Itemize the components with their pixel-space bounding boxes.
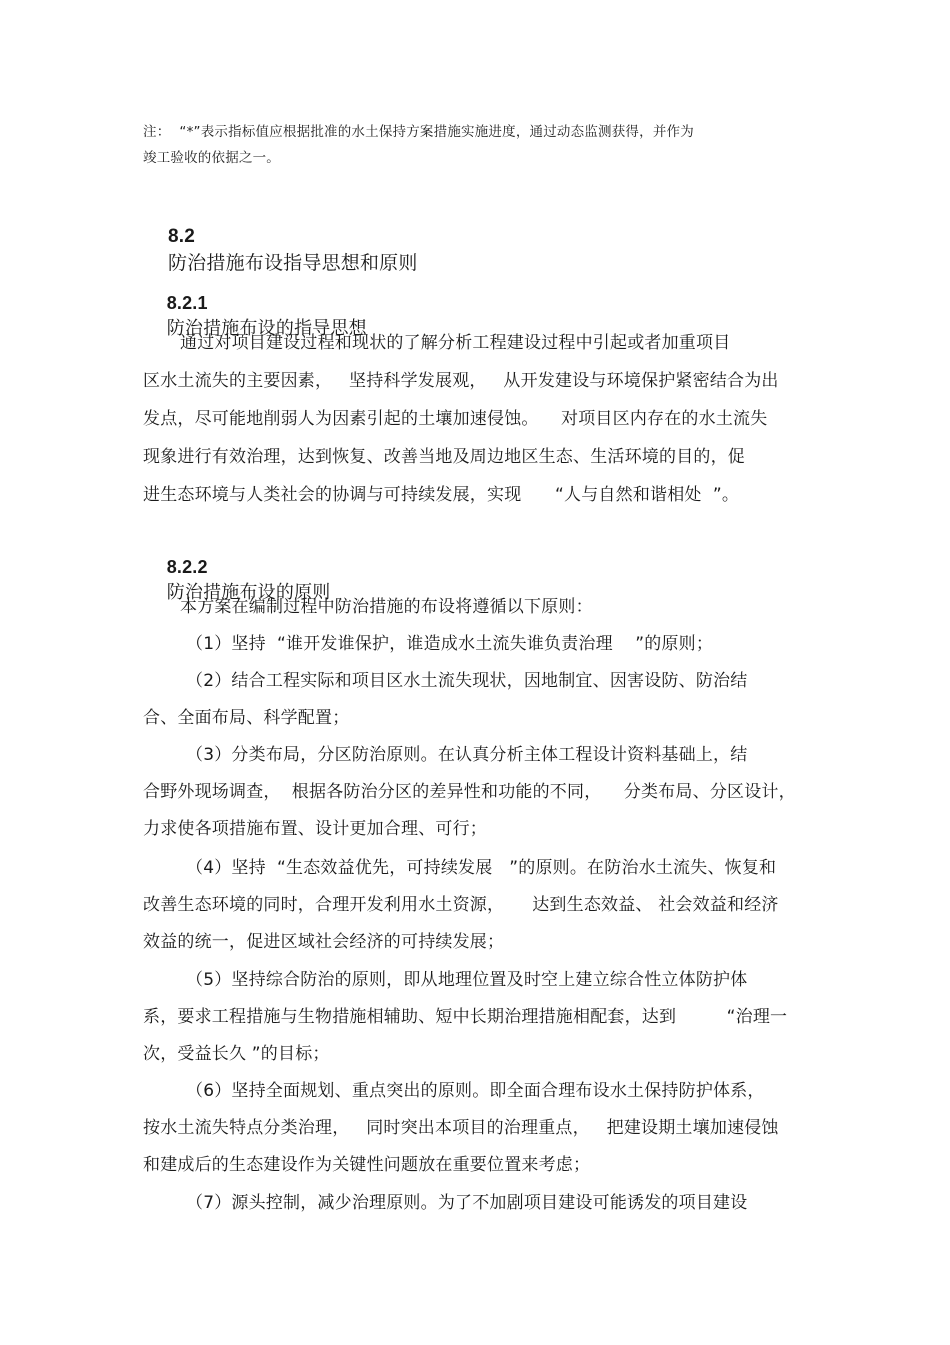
list-item-6-cont: 按水土流失特点分类治理， 同时突出本项目的治理重点， 把建设期土壤加速侵蚀 [143,1118,779,1138]
paragraph-line: 本方案在编制过程中防治措施的布设将遵循以下原则： [180,597,593,617]
list-item-3-cont: 合野外现场调查， 根据各防治分区的差异性和功能的不同， 分类布局、分区设计， [143,782,796,802]
list-item-4: （4）坚持 “生态效益优先，可持续发展 ”的原则。在防治水土流失、恢复和 [186,858,777,878]
list-item-5: （5）坚持综合防治的原则，即从地理位置及时空上建立综合性立体防护体 [186,970,748,990]
list-item-3: （3）分类布局，分区防治原则。在认真分析主体工程设计资料基础上，结 [186,745,748,765]
list-item-7: （7）源头控制，减少治理原则。为了不加剧项目建设可能诱发的项目建设 [186,1193,748,1213]
section-title: 防治措施布设指导思想和原则 [167,252,418,274]
list-item-6-cont: 和建成后的生态建设作为关键性问题放在重要位置来考虑； [143,1155,591,1175]
list-item-2-cont: 合、全面布局、科学配置； [143,708,350,728]
paragraph-line: 现象进行有效治理，达到恢复、改善当地及周边地区生态、生活环境的目的，促 [143,447,745,467]
section-title: 防治措施布设的原则 [166,582,331,603]
paragraph-line: 发点，尽可能地削弱人为因素引起的土壤加速侵蚀。 对项目区内存在的水土流失 [143,409,768,429]
list-item-6: （6）坚持全面规划、重点突出的原则。即全面合理布设水土保持防护体系， [186,1081,765,1101]
section-number: 8.2.1 [166,293,208,313]
paragraph-line: 区水土流失的主要因素， 坚持科学发展观， 从开发建设与环境保护紧密结合为出 [143,371,779,391]
paragraph-line: 进生态环境与人类社会的协调与可持续发展，实现 “人与自然和谐相处 ”。 [143,485,740,505]
list-item-5-cont: 系，要求工程措施与生物措施相辅助、短中长期治理措施相配套，达到 “治理一 [143,1007,788,1027]
list-item-3-cont: 力求使各项措施布置、设计更加合理、可行； [143,819,487,839]
paragraph-line: 通过对项目建设过程和现状的了解分析工程建设过程中引起或者加重项目 [180,333,731,353]
list-item-2: （2）结合工程实际和项目区水土流失现状，因地制宜、因害设防、防治结 [186,671,748,691]
list-item-4-cont: 改善生态环境的同时，合理开发利用水土资源， 达到生态效益、 社会效益和经济 [143,895,779,915]
section-number: 8.2.2 [166,557,208,577]
section-number: 8.2 [167,226,195,247]
list-item-5-cont: 次，受益长久 ”的目标； [143,1044,330,1064]
note-line-1: 注： “*”表示指标值应根据批准的水土保持方案措施实施进度，通过动态监测获得，并作为 [143,124,694,140]
section-title: 防治措施布设的指导思想 [166,318,367,339]
list-item-1: （1）坚持 “谁开发谁保护，谁造成水土流失谁负责治理 ”的原则； [186,634,714,654]
list-item-4-cont: 效益的统一，促进区域社会经济的可持续发展； [143,932,505,952]
note-line-2: 竣工验收的依据之一。 [143,150,280,166]
